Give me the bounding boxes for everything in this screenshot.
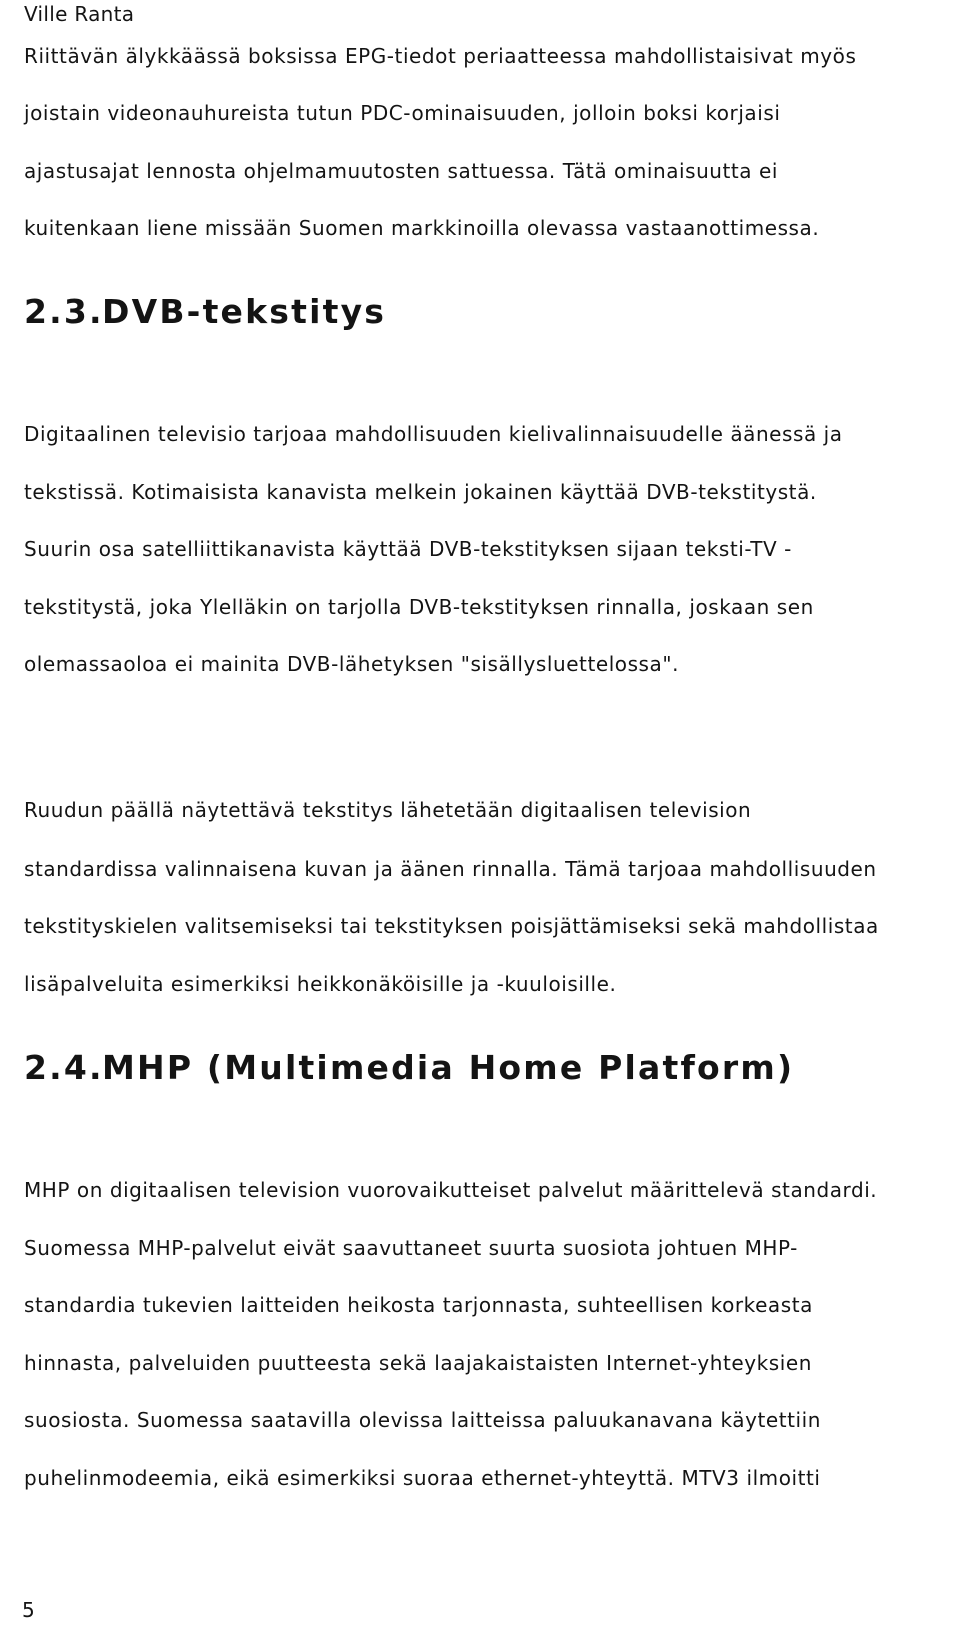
text-line: Suomessa MHP-palvelut eivät saavuttaneet suurta suosiota johtuen MHP-	[24, 1236, 798, 1260]
text-line: puhelinmodeemia, eikä esimerkiksi suoraa ethernet-yhteyttä. MTV3 ilmoitti	[24, 1466, 821, 1490]
text-line: Riittävän älykkäässä boksissa EPG-tiedot periaatteessa mahdollistaisivat myös	[24, 44, 857, 68]
text-line: tekstissä. Kotimaisista kanavista melkein jokainen käyttää DVB-tekstitystä.	[24, 480, 817, 504]
text-line: tekstitystä, joka Ylelläkin on tarjolla DVB-tekstityksen rinnalla, joskaan sen	[24, 595, 814, 619]
section-title: MHP (Multimedia Home Platform)	[102, 1048, 795, 1087]
section-number: 2.3.	[24, 292, 104, 331]
author-name: Ville Ranta	[24, 2, 135, 26]
text-line: hinnasta, palveluiden puutteesta sekä laajakaistaisten Internet-yhteyksien	[24, 1351, 812, 1375]
section-heading-2-4	[24, 1048, 794, 1088]
text-line: Ruudun päällä näytettävä tekstitys lähetetään digitaalisen television	[24, 798, 752, 822]
section-heading-2-3	[24, 292, 386, 332]
text-line: joistain videonauhureista tutun PDC-ominaisuuden, jolloin boksi korjaisi	[24, 101, 781, 125]
text-line: standardia tukevien laitteiden heikosta tarjonnasta, suhteellisen korkeasta	[24, 1293, 813, 1317]
text-line: tekstityskielen valitsemiseksi tai tekstityksen poisjättämiseksi sekä mahdollistaa	[24, 914, 879, 938]
text-line: suosiosta. Suomessa saatavilla olevissa laitteissa paluukanavana käytettiin	[24, 1408, 821, 1432]
text-line: MHP on digitaalisen television vuorovaikutteiset palvelut määrittelevä standardi.	[24, 1178, 878, 1202]
text-line: olemassaoloa ei mainita DVB-lähetyksen "sisällysluettelossa".	[24, 652, 679, 676]
page-number: 5	[22, 1598, 35, 1622]
text-line: lisäpalveluita esimerkiksi heikkonäköisille ja -kuuloisille.	[24, 972, 617, 996]
section-number: 2.4.	[24, 1048, 104, 1087]
text-line: Suurin osa satelliittikanavista käyttää DVB-tekstityksen sijaan teksti-TV -	[24, 537, 792, 561]
text-line: standardissa valinnaisena kuvan ja äänen rinnalla. Tämä tarjoaa mahdollisuuden	[24, 857, 877, 881]
section-title: DVB-tekstitys	[102, 292, 387, 331]
text-line: Digitaalinen televisio tarjoaa mahdollisuuden kielivalinnaisuudelle äänessä ja	[24, 422, 843, 446]
text-line: kuitenkaan liene missään Suomen markkinoilla olevassa vastaanottimessa.	[24, 216, 820, 240]
text-line: ajastusajat lennosta ohjelmamuutosten sattuessa. Tätä ominaisuutta ei	[24, 159, 778, 183]
